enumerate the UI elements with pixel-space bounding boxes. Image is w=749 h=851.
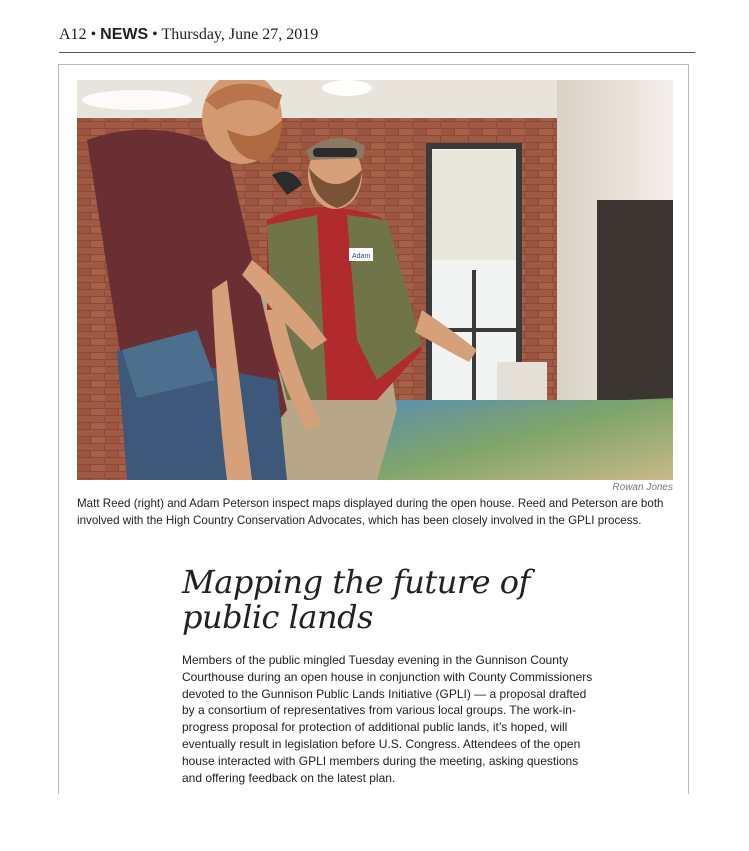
map-table-front — [357, 398, 673, 480]
page-header — [59, 26, 695, 50]
article-body: Members of the public mingled Tuesday evening in the Gunnison County Courthouse during an open house in conjunction with County Commissioners devoted to the Gunnison Public Lands Initiative (GPLI) — a proposal drafted by a consortium of representatives from various local groups. The work-in-progress proposal for protection of additional public lands, it’s hoped, will eventually result in legislation before U.S. Congress. Attendees of the open house interacted with GPLI members during the meeting, asking questions and offering feedback on the latest plan. — [182, 653, 593, 785]
header-bullet: • — [90, 26, 97, 43]
page-number: A12 — [59, 26, 87, 43]
photo-caption: Matt Reed (right) and Adam Peterson inspect maps displayed during the open house. Reed and Peterson are both involved with the High Country Conservation Advocates, which has been closely involved in the GPLI process. — [77, 497, 664, 527]
ceiling-light — [322, 80, 372, 96]
name-badge-text: Adam — [352, 253, 371, 260]
ceiling-light — [82, 90, 192, 110]
photo-illustration — [77, 80, 673, 480]
chair — [497, 362, 547, 402]
header-rule — [59, 52, 695, 53]
section-name: NEWS — [100, 26, 149, 43]
header-bullet: • — [152, 26, 158, 43]
article-photo — [77, 80, 673, 480]
photo-credit: Rowan Jones — [612, 482, 673, 493]
window-shade — [432, 150, 516, 260]
issue-date: Thursday, June 27, 2019 — [161, 26, 319, 43]
article-headline: Mapping the future of public lands — [182, 563, 530, 636]
